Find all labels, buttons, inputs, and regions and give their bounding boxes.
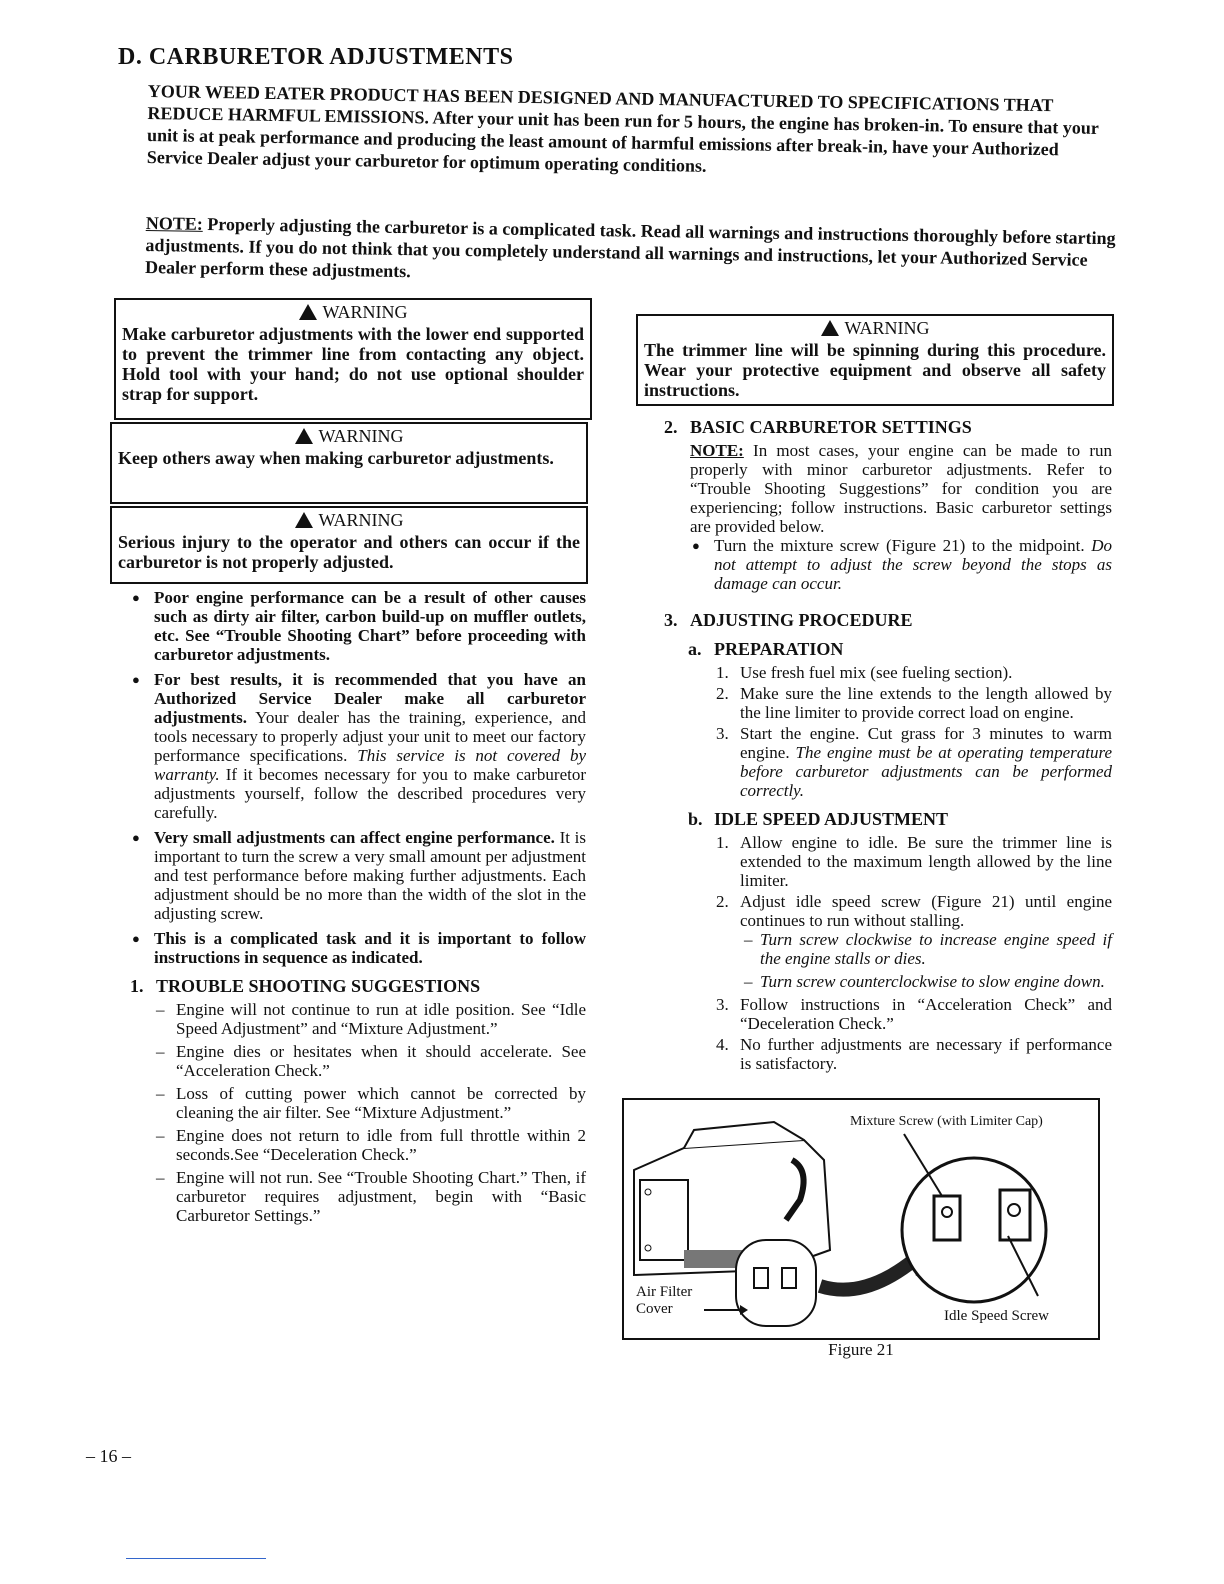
intro-paragraph: YOUR WEED EATER PRODUCT HAS BEEN DESIGNED AND MANUFACTURED TO SPECIFICATIONS THAT REDUCE HARMFUL EMISSIONS. After your unit has been run for 5 hours, the engine has broken-in. To ensure that your unit is at peak performance and producing the least amount of harmful emissions after break-in, have your Authorized Service Dealer adjust your carburetor for optimum operating conditions. bbox=[146, 80, 1099, 176]
bullet-item: ● Poor engine performance can be a result of other causes such as dirty air filter, carbon build-up on muffler outlets, etc. See “Trouble Shooting Chart” before proceeding with carburetor adjustments. bbox=[130, 588, 586, 664]
warning-triangle-icon bbox=[821, 320, 839, 336]
mixture-screw-label: Mixture Screw (with Limiter Cap) bbox=[850, 1114, 1043, 1129]
list-item: – Engine dies or hesitates when it should accelerate. See “Acceleration Check.” bbox=[152, 1042, 586, 1080]
warning-box-spinning-line bbox=[636, 314, 1114, 406]
warning-text: The trimmer line will be spinning during this procedure. Wear your protective equipment and observe all safety instructions. bbox=[644, 340, 1106, 400]
section-heading: D. CARBURETOR ADJUSTMENTS bbox=[118, 44, 514, 70]
warning-triangle-icon bbox=[295, 512, 313, 528]
list-item: 4. No further adjustments are necessary if performance is satisfactory. bbox=[716, 1035, 1112, 1073]
adjusting-procedure-heading: 3. ADJUSTING PROCEDURE bbox=[664, 610, 913, 630]
small-screw-icon bbox=[754, 1268, 768, 1288]
list-item: 2. Make sure the line extends to the length allowed by the line limiter to provide correct load on engine. bbox=[716, 684, 1112, 722]
footer-rule bbox=[126, 1558, 266, 1559]
left-column bbox=[130, 588, 586, 1229]
basic-settings-note: NOTE: In most cases, your engine can be made to run properly with minor carburetor adjustments. Refer to “Trouble Shooting Suggestions” for condition you are experiencing; follow instructions. Basic carburetor settings are provided below. bbox=[690, 441, 1112, 536]
figure-caption: Figure 21 bbox=[828, 1340, 894, 1359]
air-filter-label: Air Filter bbox=[636, 1284, 693, 1300]
preparation-steps bbox=[664, 663, 1112, 800]
idle-speed-screw-label: Idle Speed Screw bbox=[944, 1308, 1049, 1324]
list-item: 1. Use fresh fuel mix (see fueling section). bbox=[716, 663, 1013, 682]
trouble-shooting-heading: 1. TROUBLE SHOOTING SUGGESTIONS bbox=[130, 976, 481, 996]
sub-item: – Turn screw counterclockwise to slow engine down. bbox=[740, 972, 1112, 991]
warning-text: Keep others away when making carburetor adjustments. bbox=[118, 448, 554, 468]
warning-title: WARNING bbox=[118, 426, 580, 446]
warning-box-support bbox=[114, 298, 592, 420]
basic-settings-heading: 2. BASIC CARBURETOR SETTINGS bbox=[664, 417, 972, 437]
engine-side-panel bbox=[640, 1180, 688, 1260]
warning-triangle-icon bbox=[299, 304, 317, 320]
bullet-item: ● For best results, it is recommended that you have an Authorized Service Dealer make all carburetor adjustments. Your dealer has the training, experience, and tools necessary to properly adjust your unit to meet our factory performance specifications. This service is not covered by warranty. If it becomes necessary for you to make carburetor adjustments yourself, follow the described procedures very carefully. bbox=[130, 670, 586, 822]
list-item: – Engine will not continue to run at idle position. See “Idle Speed Adjustment” and “Mixture Adjustment.” bbox=[152, 1000, 586, 1038]
warning-box-bystanders bbox=[110, 422, 588, 504]
preparation-heading: a. PREPARATION bbox=[688, 639, 844, 659]
warning-triangle-icon bbox=[295, 428, 313, 444]
list-item: 3. Start the engine. Cut grass for 3 minutes to warm engine. The engine must be at operating temperature before carburetor adjustments can be performed correctly. bbox=[716, 724, 1113, 800]
air-filter-cover bbox=[736, 1240, 816, 1326]
warning-text: Serious injury to the operator and others can occur if the carburetor is not properly adjusted. bbox=[118, 532, 580, 572]
sub-item: – Turn screw clockwise to increase engine speed if the engine stalls or dies. bbox=[740, 930, 1112, 968]
idle-speed-heading: b. IDLE SPEED ADJUSTMENT bbox=[688, 809, 949, 829]
carburetor-illustration bbox=[624, 1100, 1098, 1338]
list-item: 1. Allow engine to idle. Be sure the trimmer line is extended to the maximum length allowed by the line limiter. bbox=[716, 833, 1112, 890]
small-screw-icon bbox=[782, 1268, 796, 1288]
curved-arrow bbox=[820, 1260, 914, 1290]
page-number: – 16 – bbox=[86, 1446, 131, 1466]
note-label: NOTE: bbox=[145, 212, 203, 234]
bullet-item: ● This is a complicated task and it is important to follow instructions in sequence as indicated. bbox=[130, 929, 586, 967]
bullet-item: ● Very small adjustments can affect engine performance. It is important to turn the screw a very small amount per adjustment and test performance before making further adjustments. Each adjustment should be no more than the width of the slot in the adjusting screw. bbox=[130, 828, 586, 923]
warning-box-injury bbox=[110, 506, 588, 584]
warning-title: WARNING bbox=[644, 318, 1106, 338]
note-paragraph bbox=[145, 212, 1118, 293]
cover-label: Cover bbox=[636, 1301, 673, 1317]
figure-21 bbox=[622, 1098, 1100, 1340]
list-item: – Engine will not run. See “Trouble Shooting Chart.” Then, if carburetor requires adjustment, begin with “Basic Carburetor Settings.” bbox=[152, 1168, 586, 1225]
list-item: – Loss of cutting power which cannot be corrected by cleaning the air filter. See “Mixture Adjustment.” bbox=[152, 1084, 586, 1122]
warning-text: Make carburetor adjustments with the lower end supported to prevent the trimmer line from contacting any object. Hold tool with your hand; do not use optional shoulder strap for support. bbox=[122, 324, 584, 404]
bullet-item: ● Turn the mixture screw (Figure 21) to the midpoint. Do not attempt to adjust the screw beyond the stops as damage can occur. bbox=[690, 536, 1112, 593]
list-item: – Engine does not return to idle from full throttle within 2 seconds.See “Deceleration Check.” bbox=[152, 1126, 586, 1164]
warning-title: WARNING bbox=[122, 302, 584, 322]
warning-title: WARNING bbox=[118, 510, 580, 530]
note-text: Properly adjusting the carburetor is a complicated task. Read all warnings and instructions thoroughly before starting adjustments. If you do not think that you completely understand all warnings and instructions, let your Authorized Service Dealer perform these adjustments. bbox=[144, 213, 1116, 282]
right-column bbox=[664, 416, 1112, 1075]
idle-speed-steps bbox=[664, 833, 1112, 1073]
list-item: 2. Adjust idle speed screw (Figure 21) until engine continues to run without stalling. – Turn screw clockwise to increase engine speed if the engine stalls or dies. – Turn screw counterclockwise to slow engine down. bbox=[716, 892, 1112, 991]
trouble-shooting-list bbox=[130, 1000, 586, 1225]
list-item: 3. Follow instructions in “Acceleration Check” and “Deceleration Check.” bbox=[716, 995, 1112, 1033]
